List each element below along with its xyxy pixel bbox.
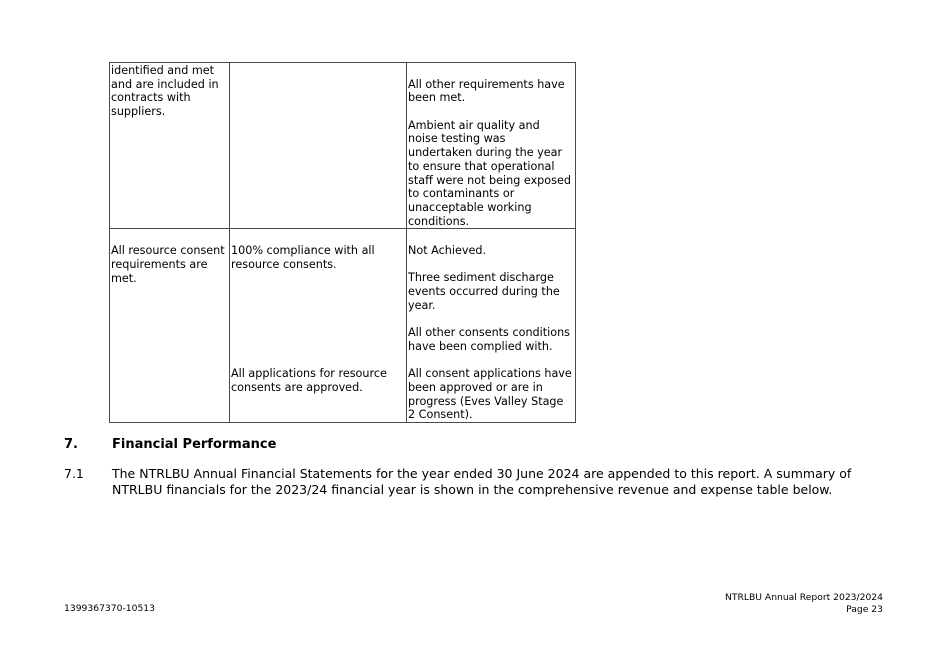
table-row xyxy=(110,229,576,423)
cell-text: All consent applications have been approved or are in progress (Eves Valley Stage 2 Consent). xyxy=(408,367,572,422)
cell-text: All other consents conditions have been complied with. xyxy=(408,326,571,353)
document-id: 1399367370-10513 xyxy=(64,603,155,614)
table-cell xyxy=(110,229,230,423)
section-title: Financial Performance xyxy=(112,437,277,452)
requirements-table xyxy=(109,62,576,423)
table-cell xyxy=(230,63,407,229)
cell-text: Ambient air quality and noise testing was undertaken during the year to ensure that operational staff were not being exposed to contaminants or unacceptable working conditions. xyxy=(408,118,571,228)
cell-text: Not Achieved. xyxy=(408,244,487,258)
paragraph-number: 7.1 xyxy=(64,466,84,481)
report-title: NTRLBU Annual Report 2023/2024 xyxy=(724,592,883,603)
cell-text: All applications for resource consents are approved. xyxy=(231,367,387,394)
footer-right xyxy=(725,592,883,615)
cell-text: All other requirements have been met. xyxy=(408,77,565,105)
cell-text: identified and met and are included in contracts with suppliers. xyxy=(111,64,219,119)
cell-text: All resource consent requirements are met. xyxy=(111,244,225,285)
cell-text: 100% compliance with all resource consents. xyxy=(231,244,375,271)
table-cell xyxy=(110,63,230,229)
page-number: Page 23 xyxy=(846,603,883,615)
cell-text: Three sediment discharge events occurred during the year. xyxy=(408,271,560,312)
paragraph-text: The NTRLBU Annual Financial Statements for the year ended 30 June 2024 are appended to this report. A summary of NTRLBU financials for the 2023/24 financial year is shown in the comprehensive revenue and expense table below. xyxy=(112,466,852,497)
table-row xyxy=(110,63,576,229)
table-cell xyxy=(230,229,407,423)
table-cell xyxy=(407,229,576,423)
section-number: 7. xyxy=(64,437,78,452)
table-cell xyxy=(407,63,576,229)
